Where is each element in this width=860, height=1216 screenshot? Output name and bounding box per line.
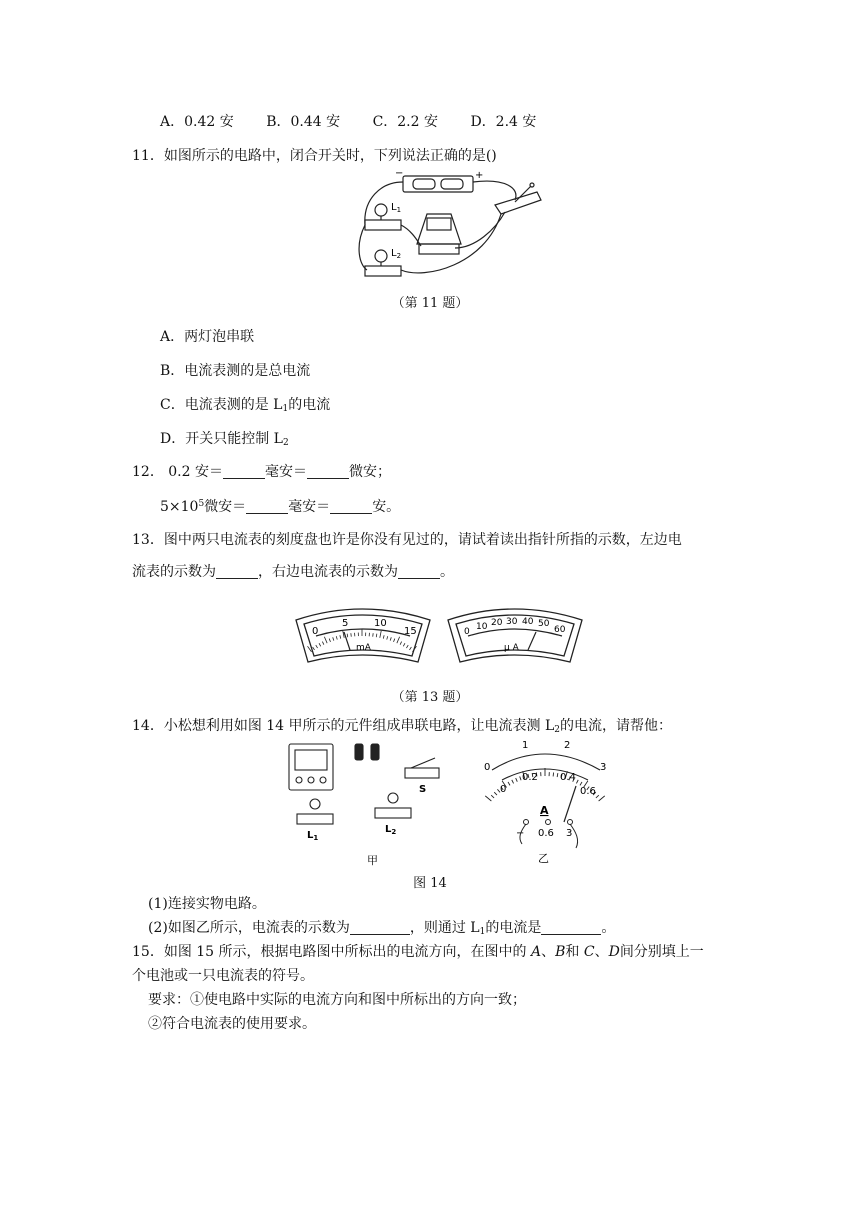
dial-top-1: 1 (522, 740, 529, 751)
terminal-0.6: 0.6 (538, 828, 554, 839)
dial-top-2: 2 (564, 740, 571, 751)
q12-blank-2[interactable] (307, 464, 349, 479)
q11-option-b: B．电流表测的是总电流 (160, 363, 311, 379)
scale-tick (394, 639, 395, 642)
q11-option-a: A．两灯泡串联 (160, 329, 255, 345)
q11-option-d: D．开关只能控制 $L_2$ (160, 431, 289, 448)
scale-tick (319, 643, 321, 646)
q14-sub2: (2)如图乙所示，电流表的示数为 ，则通过 $L_1$的电流是 。 (148, 920, 616, 937)
scale-tick (599, 796, 605, 801)
scale-tick (406, 645, 408, 648)
battery-minus-label: − (395, 170, 404, 179)
left-tick-0: 0 (312, 626, 319, 637)
scale-tick (340, 635, 341, 638)
scale-tick (557, 773, 558, 777)
dial-bottom-0.6: 0.6 (580, 786, 596, 797)
q14-components-figure-jia (285, 738, 445, 868)
scale-tick (313, 647, 315, 650)
lamp-l1-label: $L_1$ (391, 202, 402, 214)
scale-tick (520, 776, 521, 780)
fig-jia-label: 甲 (367, 854, 378, 867)
scale-tick (409, 647, 411, 650)
q15-line2: 个电池或一只电流表的符号。 (132, 968, 314, 984)
scale-tick (376, 634, 377, 637)
scale-tick (347, 634, 348, 637)
q13-meters-figure (292, 604, 586, 674)
q10-options (160, 112, 564, 132)
q10-option-a: A．0.42 安 (160, 114, 234, 130)
q13-line1: 13．图中两只电流表的刻度盘也许是你没有见过的，请试着读出指针所指的示数，左边电 (132, 532, 682, 548)
left-tick-10: 10 (374, 618, 387, 629)
scale-tick (390, 637, 391, 640)
battery-plus-label: + (475, 170, 484, 181)
dial-meter-letter: A (540, 804, 549, 817)
q10-option-d: D．2.4 安 (470, 114, 537, 130)
q15-requirement-1: 要求：①使电路中实际的电流方向和图中所标出的方向一致； (148, 992, 526, 1008)
scale-tick (576, 780, 578, 784)
scale-tick (400, 642, 402, 645)
scale-tick (403, 643, 405, 646)
scale-tick (580, 782, 582, 785)
right-tick-30: 30 (506, 617, 518, 627)
q12-line2: $5\times 10^5$微安＝ 毫安＝ 安。 (160, 499, 401, 515)
scale-tick (380, 631, 381, 638)
q12-blank-3[interactable] (246, 499, 288, 514)
q13-line2: 流表的示数为 ，右边电流表的示数为 。 (132, 564, 454, 580)
switch-s-label: S (419, 784, 427, 795)
q14-ammeter-dial-yi (480, 736, 620, 868)
right-tick-50: 50 (538, 619, 550, 629)
q11-stem: 11．如图所示的电路中，闭合开关时，下列说法正确的是() (132, 148, 497, 164)
q14-blank-1[interactable] (350, 920, 410, 935)
scale-tick (324, 637, 327, 643)
terminal-3: 3 (566, 828, 573, 839)
q11-option-c: C．电流表测的是 $L_1$的电流 (160, 397, 331, 414)
scale-tick (516, 778, 518, 782)
q11-caption: （第 11 题） (391, 296, 469, 311)
q14-sub1: (1)连接实物电路。 (148, 896, 266, 912)
dial-outer-arc (492, 754, 600, 770)
right-meter-unit: μ A (504, 643, 519, 653)
lamp-l1-label: $L_1$ (307, 830, 319, 842)
scale-tick (397, 637, 400, 643)
scale-tick (329, 639, 330, 642)
q10-option-b: B．0.44 安 (266, 114, 341, 130)
q15-line1: 15．如图 15 所示，根据电路图中所标出的电流方向，在图中的 A、B和 C、D间分别填上一 (132, 944, 704, 960)
right-tick-0: 0 (464, 627, 470, 637)
scale-tick (494, 792, 497, 795)
scale-tick (387, 636, 388, 639)
dial-bottom-0.2: 0.2 (522, 772, 538, 783)
left-tick-15: 15 (404, 626, 417, 637)
scale-tick (322, 642, 324, 645)
q13-blank-1[interactable] (216, 564, 258, 579)
q12-blank-1[interactable] (223, 464, 265, 479)
dial-needle (564, 786, 576, 822)
scale-tick (491, 795, 494, 798)
dial-top-0: 0 (484, 762, 491, 773)
scale-tick (485, 796, 491, 801)
scale-tick (596, 795, 599, 798)
dial-bottom-0: 0 (500, 784, 507, 795)
scale-tick (336, 636, 337, 639)
left-tick-5: 5 (342, 618, 349, 629)
q13-caption: （第 13 题） (391, 690, 469, 705)
lamp-l2-label: $L_2$ (391, 248, 402, 260)
dial-top-3: 3 (600, 762, 607, 773)
right-tick-20: 20 (491, 618, 503, 628)
left-meter-unit: mA (356, 643, 371, 653)
scale-tick (508, 782, 510, 785)
q12-blank-4[interactable] (330, 499, 372, 514)
scale-tick (333, 637, 334, 640)
right-tick-10: 10 (476, 622, 488, 632)
scale-tick (343, 631, 344, 638)
scale-tick (316, 645, 318, 648)
q10-option-c: C．2.2 安 (372, 114, 438, 130)
q13-blank-2[interactable] (398, 564, 440, 579)
scale-tick (383, 635, 384, 638)
q14-blank-2[interactable] (541, 920, 601, 935)
dial-bottom-0.4: 0.4 (560, 772, 576, 783)
lamp-l2-label: $L_2$ (385, 824, 397, 836)
terminal-minus: − (516, 828, 525, 839)
q14-caption: 图 14 (413, 876, 447, 891)
q15-requirement-2: ②符合电流表的使用要求。 (148, 1016, 316, 1032)
q11-circuit-figure (355, 170, 545, 288)
q12-line1: 12． 0.2 安＝ 毫安＝ 微安； (132, 464, 391, 480)
fig-yi-label: 乙 (538, 852, 549, 865)
right-tick-40: 40 (522, 617, 534, 627)
right-tick-60: 60 (554, 625, 566, 635)
q14-stem: 14．小松想利用如图 14 甲所示的元件组成串联电路，让电流表测 $L_2$的电流，请帮他： (132, 718, 673, 735)
scale-tick (512, 780, 514, 784)
